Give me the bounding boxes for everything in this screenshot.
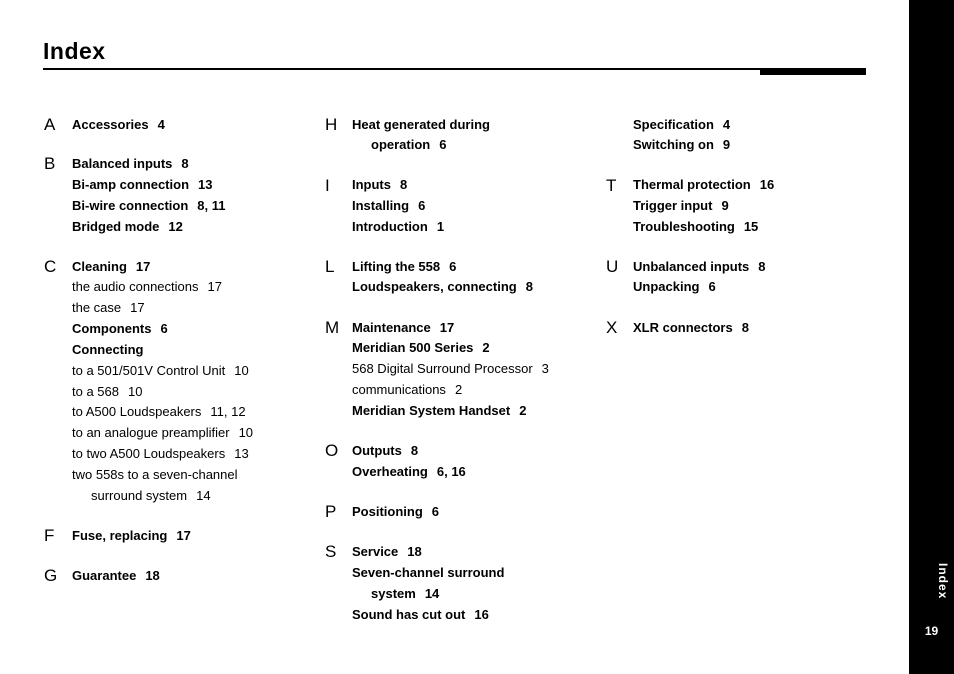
index-entry-text: 568 Digital Surround Processor [352, 361, 533, 376]
index-entry-text: surround system [91, 488, 188, 503]
index-entry-text: communications [352, 382, 446, 397]
index-entry-text: Sound has cut out [352, 607, 466, 622]
index-letter-b: B [44, 154, 56, 173]
index-entry-page: 18 [407, 544, 422, 559]
index-entry [352, 465, 466, 478]
index-entry [633, 260, 766, 273]
index-entry-text: Meridian 500 Series [352, 340, 474, 355]
index-entry-page: 10 [128, 384, 143, 399]
index-entry-text: Unpacking [633, 279, 700, 294]
index-entry-text: the audio connections [72, 279, 199, 294]
index-entry-text: Installing [352, 198, 410, 213]
index-entry-text: Bi-wire connection [72, 198, 189, 213]
index-entry-page: 8 [410, 443, 419, 458]
index-entry [352, 341, 490, 354]
index-letter-t: T [606, 176, 617, 195]
index-entry-page: 10 [238, 425, 254, 440]
index-letter-s: S [325, 542, 337, 561]
index-entry [352, 404, 526, 417]
index-entry [72, 364, 249, 377]
index-entry [72, 405, 246, 418]
index-entry [352, 199, 425, 212]
index-entry-page: 6, 16 [436, 464, 466, 479]
index-letter-p: P [325, 502, 337, 521]
index-entry-page: 17 [176, 528, 191, 543]
index-entry-text: Fuse, replacing [72, 528, 168, 543]
index-entry [72, 118, 165, 131]
index-entry-page: 6 [439, 137, 447, 152]
index-entry-text: to a 568 [72, 384, 119, 399]
index-entry-text: operation [371, 137, 431, 152]
index-entry [352, 362, 549, 375]
index-entry-page: 6 [708, 279, 716, 294]
index-entry [72, 199, 226, 212]
index-entry-page: 10 [234, 363, 249, 378]
index-letter-x: X [606, 318, 618, 337]
index-letter-l: L [325, 257, 335, 276]
index-entry [371, 587, 439, 600]
index-entry-page: 13 [198, 177, 213, 192]
index-entry-text: Switching on [633, 137, 714, 152]
index-letter-i: I [325, 176, 330, 195]
index-entry-page: 17 [135, 259, 151, 274]
index-entry-text: to A500 Loudspeakers [72, 404, 202, 419]
index-letter-o: O [325, 441, 339, 460]
index-entry-text: the case [72, 300, 122, 315]
index-letter-a: A [44, 115, 56, 134]
index-entry-page: 9 [722, 137, 731, 152]
index-entry-page: 8 [525, 279, 533, 294]
index-letter-m: M [325, 318, 340, 337]
index-entry [352, 321, 454, 334]
index-entry [633, 280, 716, 293]
side-tab-label: Index [936, 563, 950, 600]
index-entry-page: 14 [196, 488, 211, 503]
index-entry-page: 6 [449, 259, 457, 274]
index-entry-page: 6 [418, 198, 426, 213]
index-entry-page: 1 [436, 219, 445, 234]
index-entry [352, 118, 490, 131]
index-entry-page: 8 [400, 177, 408, 192]
index-entry-text: system [371, 586, 416, 601]
index-entry [352, 383, 462, 396]
index-entry [72, 569, 160, 582]
index-entry-text: to two A500 Loudspeakers [72, 446, 226, 461]
title-rule-accent [760, 68, 866, 75]
index-entry [352, 545, 422, 558]
index-entry-text: Loudspeakers, connecting [352, 279, 517, 294]
page-title: Index [43, 38, 106, 64]
index-entry-text: Positioning [352, 504, 423, 519]
page-number: 19 [924, 624, 939, 638]
index-entry [352, 608, 489, 621]
index-entry-page: 15 [743, 219, 759, 234]
index-entry [352, 444, 418, 457]
index-entry-page: 8, 11 [197, 198, 226, 213]
index-entry-page: 4 [157, 117, 165, 132]
index-entry-text: Maintenance [352, 320, 431, 335]
index-entry [72, 260, 150, 273]
index-letter-f: F [44, 526, 55, 545]
index-entry [352, 220, 444, 233]
index-entry-page: 13 [234, 446, 249, 461]
index-entry-page: 2 [519, 403, 527, 418]
index-entry [633, 321, 749, 334]
index-entry-page: 18 [145, 568, 160, 583]
index-entry-page: 17 [439, 320, 455, 335]
index-entry-page: 6 [431, 504, 440, 519]
index-letter-c: C [44, 257, 57, 276]
index-entry [72, 385, 142, 398]
index-entry-text: Connecting [72, 342, 144, 357]
index-entry-page: 12 [168, 219, 183, 234]
index-entry-text: Heat generated during [352, 117, 490, 132]
index-entry [633, 118, 730, 131]
index-entry [72, 426, 253, 439]
index-entry-text: Accessories [72, 117, 149, 132]
index-entry-text: Guarantee [72, 568, 137, 583]
index-letter-u: U [606, 257, 619, 276]
index-entry [352, 566, 504, 579]
index-entry-text: Components [72, 321, 152, 336]
index-entry [72, 280, 222, 293]
index-entry [91, 489, 211, 502]
index-entry [633, 178, 774, 191]
index-entry [72, 178, 212, 191]
index-entry [72, 343, 144, 356]
index-entry [72, 468, 238, 481]
index-entry-page: 3 [541, 361, 549, 376]
index-letter-h: H [325, 115, 338, 134]
index-entry [72, 447, 249, 460]
index-entry-text: Outputs [352, 443, 402, 458]
index-entry-text: Thermal protection [633, 177, 751, 192]
index-entry-page: 17 [130, 300, 145, 315]
index-entry [352, 260, 456, 273]
index-entry-text: Trigger input [633, 198, 713, 213]
index-entry [72, 301, 145, 314]
index-entry-page: 8 [758, 259, 766, 274]
index-entry [371, 138, 446, 151]
index-entry [352, 280, 533, 293]
index-entry-page: 16 [474, 607, 489, 622]
index-entry-text: two 558s to a seven-channel [72, 467, 238, 482]
index-entry-page: 4 [722, 117, 731, 132]
index-entry-text: Specification [633, 117, 714, 132]
index-entry-text: Unbalanced inputs [633, 259, 750, 274]
index-entry [633, 138, 730, 151]
index-entry [72, 322, 168, 335]
index-entry-text: Cleaning [72, 259, 127, 274]
index-entry-text: Lifting the 558 [352, 259, 441, 274]
index-entry-page: 9 [721, 198, 729, 213]
index-entry-text: Overheating [352, 464, 428, 479]
index-entry-text: XLR connectors [633, 320, 733, 335]
index-entry-text: Service [352, 544, 399, 559]
index-entry [72, 529, 191, 542]
index-entry-text: Balanced inputs [72, 156, 173, 171]
index-entry-page: 17 [207, 279, 222, 294]
index-entry-page: 2 [482, 340, 490, 355]
index-entry-page: 14 [424, 586, 440, 601]
index-entry [352, 178, 407, 191]
index-entry-text: Introduction [352, 219, 428, 234]
index-entry-text: Bridged mode [72, 219, 160, 234]
index-entry-page: 6 [160, 321, 168, 336]
index-entry [72, 220, 183, 233]
index-entry-text: to a 501/501V Control Unit [72, 363, 226, 378]
index-entry [633, 199, 729, 212]
index-entry-page: 11, 12 [210, 404, 246, 419]
index-entry-text: Bi-amp connection [72, 177, 190, 192]
title-rule [43, 68, 866, 70]
index-entry [352, 505, 439, 518]
index-entry-page: 16 [759, 177, 775, 192]
index-entry [633, 220, 758, 233]
index-entry-text: to an analogue preamplifier [72, 425, 230, 440]
index-entry-page: 8 [181, 156, 189, 171]
index-entry-page: 2 [454, 382, 463, 397]
index-letter-g: G [44, 566, 58, 585]
index-entry-text: Troubleshooting [633, 219, 735, 234]
index-entry-text: Inputs [352, 177, 391, 192]
index-entry-page: 8 [741, 320, 749, 335]
index-entry-text: Meridian System Handset [352, 403, 511, 418]
index-entry-text: Seven-channel surround [352, 565, 505, 580]
index-entry [72, 157, 189, 170]
